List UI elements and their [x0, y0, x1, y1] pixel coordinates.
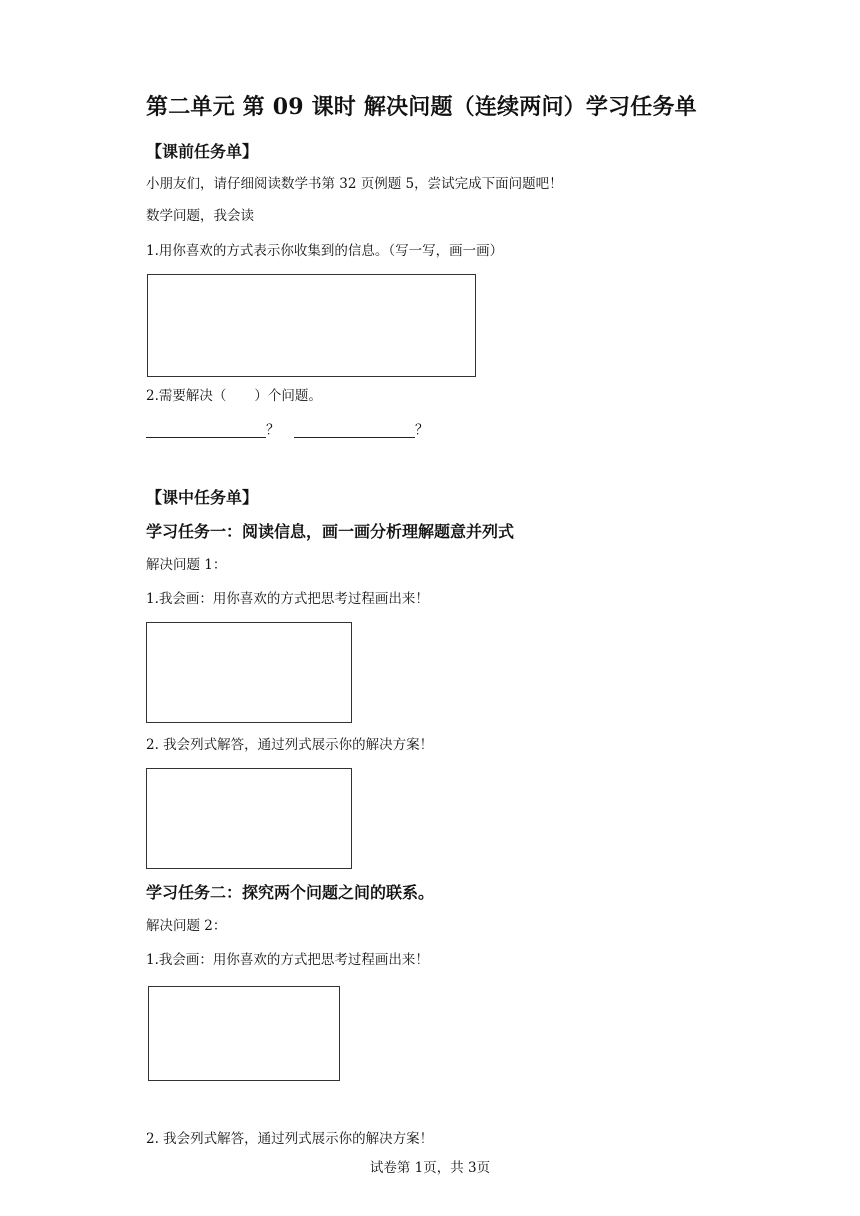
- task-2-step-2: 2. 我会列式解答，通过列式展示你的解决方案！: [146, 1131, 434, 1147]
- question-2-suffix: ）个问题。: [254, 388, 322, 404]
- pre-class-header: 【课前任务单】: [146, 142, 259, 161]
- question-blank-line-2[interactable]: [294, 425, 415, 438]
- task-1-drawing-box[interactable]: [146, 622, 352, 723]
- question-mark-1: ？: [266, 422, 280, 438]
- task-1-step-2: 2. 我会列式解答，通过列式展示你的解决方案！: [146, 737, 434, 753]
- pre-class-intro: 小朋友们，请仔细阅读数学书第 32 页例题 5，尝试完成下面问题吧！: [146, 176, 563, 192]
- page-footer: 试卷第 1页，共 3页: [369, 1160, 491, 1176]
- pre-class-question-2: [146, 390, 322, 404]
- in-class-header: 【课中任务单】: [146, 488, 259, 507]
- task-1-step-1: 1.我会画：用你喜欢的方式把思考过程画出来！: [146, 591, 429, 607]
- task-1-title: 学习任务一：阅读信息，画一画分析理解题意并列式: [146, 522, 515, 541]
- task-2-title: 学习任务二：探究两个问题之间的联系。: [146, 883, 435, 902]
- question-mark-2: ？: [415, 422, 429, 438]
- question-blank-2: [294, 424, 429, 438]
- pre-class-question-1: 1.用你喜欢的方式表示你收集到的信息。（写一写，画一画）: [146, 243, 504, 259]
- task-2-drawing-box[interactable]: [148, 986, 340, 1081]
- question-blank-line-1[interactable]: [146, 425, 266, 438]
- page-title: 第二单元 第 09 课时 解决问题（连续两问）学习任务单: [146, 94, 697, 120]
- task-1-problem-label: 解决问题 1：: [146, 557, 227, 573]
- task-2-step-1: 1.我会画：用你喜欢的方式把思考过程画出来！: [146, 952, 429, 968]
- question-blank-1: [146, 424, 280, 438]
- task-1-equation-box[interactable]: [146, 768, 352, 869]
- pre-class-subheading: 数学问题，我会读: [146, 208, 254, 224]
- task-2-problem-label: 解决问题 2：: [146, 918, 227, 934]
- info-answer-box[interactable]: [147, 274, 476, 377]
- question-2-prefix: 2.需要解决（: [146, 388, 227, 404]
